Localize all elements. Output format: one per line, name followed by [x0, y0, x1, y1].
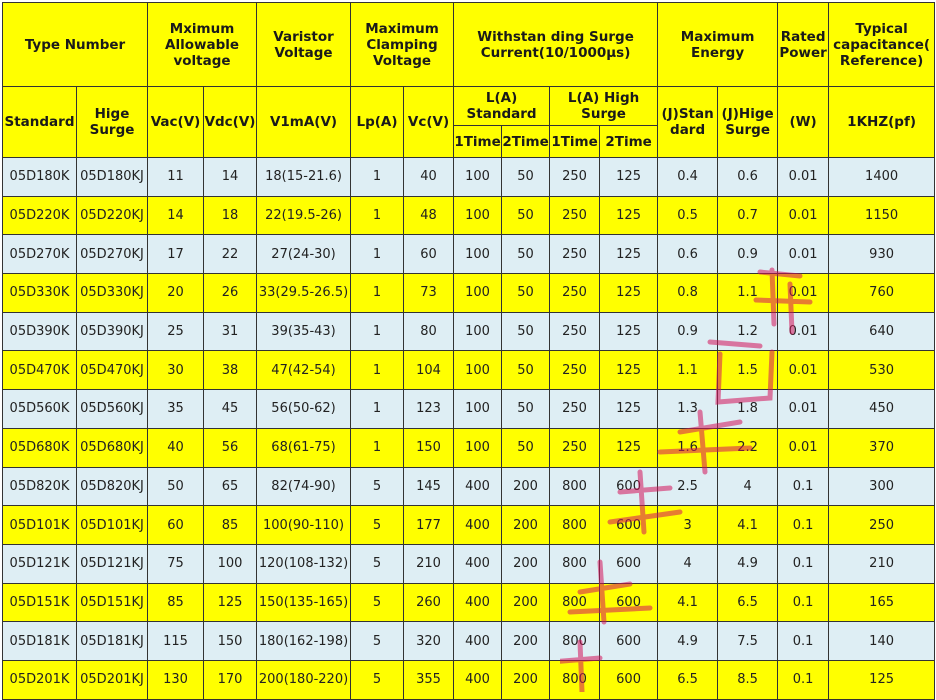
cell-la-std-1time: 100: [454, 351, 502, 390]
header-standard-2time: 2Time: [502, 126, 550, 158]
table-row: [3, 196, 935, 235]
cell-vdc: 45: [204, 390, 257, 429]
cell-lp: 1: [351, 196, 404, 235]
cell-hige-surge: 05D330KJ: [77, 274, 148, 313]
cell-la-std-1time: 100: [454, 312, 502, 351]
cell-j-standard: 0.4: [658, 158, 718, 197]
cell-standard: 05D151K: [3, 583, 77, 622]
cell-v1ma: 56(50-62): [257, 390, 351, 429]
cell-vac: 20: [148, 274, 204, 313]
cell-la-high-2time: 600: [600, 622, 658, 661]
cell-j-standard: 4.9: [658, 622, 718, 661]
cell-rated-power: 0.01: [778, 351, 829, 390]
cell-standard: 05D220K: [3, 196, 77, 235]
cell-rated-power: 0.01: [778, 428, 829, 467]
cell-v1ma: 27(24-30): [257, 235, 351, 274]
header-lp: Lp(A): [351, 87, 404, 158]
cell-j-hige-surge: 0.9: [718, 235, 778, 274]
header-withstanding-surge: Withstan ding Surge Current(10/1000μs): [454, 3, 658, 87]
header-max-clamping-voltage: Maximum Clamping Voltage: [351, 3, 454, 87]
cell-capacitance: 210: [829, 544, 935, 583]
cell-j-standard: 2.5: [658, 467, 718, 506]
cell-vac: 14: [148, 196, 204, 235]
cell-la-std-2time: 200: [502, 506, 550, 545]
cell-la-high-2time: 125: [600, 274, 658, 313]
cell-j-hige-surge: 8.5: [718, 660, 778, 699]
cell-capacitance: 1400: [829, 158, 935, 197]
cell-j-standard: 1.3: [658, 390, 718, 429]
cell-hige-surge: 05D121KJ: [77, 544, 148, 583]
cell-v1ma: 68(61-75): [257, 428, 351, 467]
cell-la-high-2time: 125: [600, 158, 658, 197]
cell-vdc: 100: [204, 544, 257, 583]
cell-vac: 85: [148, 583, 204, 622]
cell-j-hige-surge: 7.5: [718, 622, 778, 661]
cell-la-high-1time: 800: [550, 544, 600, 583]
cell-la-std-1time: 100: [454, 428, 502, 467]
cell-la-high-1time: 250: [550, 196, 600, 235]
cell-vc: 60: [404, 235, 454, 274]
cell-la-std-2time: 200: [502, 660, 550, 699]
table-body: [3, 158, 935, 700]
cell-j-standard: 0.8: [658, 274, 718, 313]
table-row: [3, 622, 935, 661]
cell-capacitance: 640: [829, 312, 935, 351]
cell-lp: 5: [351, 583, 404, 622]
cell-rated-power: 0.01: [778, 274, 829, 313]
header-la-high-surge: L(A) High Surge: [550, 87, 658, 126]
header-vac: Vac(V): [148, 87, 204, 158]
cell-vc: 145: [404, 467, 454, 506]
cell-la-high-2time: 125: [600, 351, 658, 390]
table-row: [3, 583, 935, 622]
cell-vdc: 38: [204, 351, 257, 390]
header-j-hige-surge: (J)Hige Surge: [718, 87, 778, 158]
cell-rated-power: 0.01: [778, 235, 829, 274]
cell-vac: 50: [148, 467, 204, 506]
cell-la-high-1time: 250: [550, 158, 600, 197]
header-v1ma: V1mA(V): [257, 87, 351, 158]
header-standard: Standard: [3, 87, 77, 158]
cell-capacitance: 125: [829, 660, 935, 699]
table-row: [3, 467, 935, 506]
cell-v1ma: 150(135-165): [257, 583, 351, 622]
cell-la-high-1time: 800: [550, 622, 600, 661]
cell-j-standard: 0.5: [658, 196, 718, 235]
cell-rated-power: 0.1: [778, 544, 829, 583]
cell-hige-surge: 05D270KJ: [77, 235, 148, 274]
cell-v1ma: 180(162-198): [257, 622, 351, 661]
cell-standard: 05D560K: [3, 390, 77, 429]
cell-la-std-1time: 400: [454, 467, 502, 506]
cell-standard: 05D121K: [3, 544, 77, 583]
cell-la-std-2time: 50: [502, 274, 550, 313]
cell-lp: 5: [351, 544, 404, 583]
cell-j-hige-surge: 1.2: [718, 312, 778, 351]
cell-v1ma: 100(90-110): [257, 506, 351, 545]
header-varistor-voltage: Varistor Voltage: [257, 3, 351, 87]
cell-la-high-1time: 800: [550, 660, 600, 699]
cell-standard: 05D680K: [3, 428, 77, 467]
cell-vac: 17: [148, 235, 204, 274]
cell-lp: 1: [351, 351, 404, 390]
cell-lp: 5: [351, 506, 404, 545]
header-high-2time: 2Time: [600, 126, 658, 158]
cell-la-high-2time: 600: [600, 583, 658, 622]
cell-standard: 05D390K: [3, 312, 77, 351]
cell-lp: 5: [351, 660, 404, 699]
cell-la-std-2time: 50: [502, 196, 550, 235]
cell-j-standard: 0.9: [658, 312, 718, 351]
cell-hige-surge: 05D390KJ: [77, 312, 148, 351]
cell-j-standard: 6.5: [658, 660, 718, 699]
cell-v1ma: 22(19.5-26): [257, 196, 351, 235]
cell-la-high-2time: 125: [600, 235, 658, 274]
cell-j-standard: 3: [658, 506, 718, 545]
cell-lp: 5: [351, 467, 404, 506]
cell-vc: 80: [404, 312, 454, 351]
cell-j-standard: 1.6: [658, 428, 718, 467]
cell-j-standard: 1.1: [658, 351, 718, 390]
cell-vdc: 56: [204, 428, 257, 467]
cell-vc: 177: [404, 506, 454, 545]
cell-vc: 320: [404, 622, 454, 661]
cell-la-std-1time: 400: [454, 544, 502, 583]
cell-rated-power: 0.1: [778, 583, 829, 622]
cell-j-hige-surge: 6.5: [718, 583, 778, 622]
cell-j-hige-surge: 1.8: [718, 390, 778, 429]
cell-vdc: 170: [204, 660, 257, 699]
cell-la-high-2time: 125: [600, 196, 658, 235]
cell-standard: 05D181K: [3, 622, 77, 661]
cell-capacitance: 300: [829, 467, 935, 506]
cell-rated-power: 0.01: [778, 196, 829, 235]
table-row: [3, 235, 935, 274]
cell-lp: 1: [351, 235, 404, 274]
cell-la-std-2time: 200: [502, 622, 550, 661]
cell-la-high-1time: 250: [550, 312, 600, 351]
cell-la-std-1time: 400: [454, 583, 502, 622]
cell-j-standard: 4.1: [658, 583, 718, 622]
cell-la-high-2time: 600: [600, 660, 658, 699]
cell-vc: 73: [404, 274, 454, 313]
cell-j-hige-surge: 0.7: [718, 196, 778, 235]
cell-la-std-1time: 100: [454, 196, 502, 235]
cell-v1ma: 18(15-21.6): [257, 158, 351, 197]
cell-vdc: 125: [204, 583, 257, 622]
cell-capacitance: 930: [829, 235, 935, 274]
cell-la-std-1time: 400: [454, 506, 502, 545]
cell-j-hige-surge: 1.5: [718, 351, 778, 390]
cell-v1ma: 33(29.5-26.5): [257, 274, 351, 313]
cell-la-std-1time: 100: [454, 274, 502, 313]
cell-vc: 260: [404, 583, 454, 622]
cell-vac: 130: [148, 660, 204, 699]
cell-rated-power: 0.01: [778, 390, 829, 429]
cell-capacitance: 760: [829, 274, 935, 313]
cell-capacitance: 450: [829, 390, 935, 429]
cell-la-high-2time: 125: [600, 390, 658, 429]
cell-la-std-2time: 200: [502, 467, 550, 506]
cell-la-std-1time: 100: [454, 158, 502, 197]
cell-hige-surge: 05D560KJ: [77, 390, 148, 429]
cell-la-high-1time: 250: [550, 390, 600, 429]
cell-vdc: 85: [204, 506, 257, 545]
cell-capacitance: 140: [829, 622, 935, 661]
cell-j-standard: 4: [658, 544, 718, 583]
cell-lp: 1: [351, 312, 404, 351]
header-vc: Vc(V): [404, 87, 454, 158]
cell-rated-power: 0.1: [778, 622, 829, 661]
cell-la-high-1time: 250: [550, 235, 600, 274]
cell-la-std-2time: 50: [502, 351, 550, 390]
cell-hige-surge: 05D181KJ: [77, 622, 148, 661]
cell-la-high-2time: 600: [600, 467, 658, 506]
cell-la-high-2time: 125: [600, 312, 658, 351]
header-la-standard: L(A) Standard: [454, 87, 550, 126]
table-row: [3, 660, 935, 699]
cell-j-standard: 0.6: [658, 235, 718, 274]
cell-la-std-1time: 100: [454, 390, 502, 429]
cell-hige-surge: 05D180KJ: [77, 158, 148, 197]
cell-la-high-2time: 600: [600, 544, 658, 583]
cell-la-high-1time: 250: [550, 351, 600, 390]
cell-capacitance: 370: [829, 428, 935, 467]
cell-lp: 1: [351, 390, 404, 429]
cell-vc: 48: [404, 196, 454, 235]
header-hige-surge: Hige Surge: [77, 87, 148, 158]
cell-rated-power: 0.1: [778, 467, 829, 506]
cell-j-hige-surge: 4.9: [718, 544, 778, 583]
cell-la-std-2time: 50: [502, 235, 550, 274]
cell-standard: 05D201K: [3, 660, 77, 699]
cell-la-std-1time: 100: [454, 235, 502, 274]
cell-j-hige-surge: 1.1: [718, 274, 778, 313]
cell-vac: 115: [148, 622, 204, 661]
table-row: [3, 544, 935, 583]
cell-vac: 11: [148, 158, 204, 197]
header-khz: 1KHZ(pf): [829, 87, 935, 158]
cell-v1ma: 47(42-54): [257, 351, 351, 390]
cell-hige-surge: 05D220KJ: [77, 196, 148, 235]
cell-la-std-2time: 50: [502, 312, 550, 351]
cell-hige-surge: 05D820KJ: [77, 467, 148, 506]
header-standard-1time: 1Time: [454, 126, 502, 158]
cell-la-std-2time: 200: [502, 544, 550, 583]
cell-vc: 40: [404, 158, 454, 197]
cell-lp: 1: [351, 428, 404, 467]
cell-rated-power: 0.01: [778, 158, 829, 197]
table-row: [3, 390, 935, 429]
cell-vdc: 14: [204, 158, 257, 197]
header-max-energy: Maximum Energy: [658, 3, 778, 87]
cell-capacitance: 1150: [829, 196, 935, 235]
cell-standard: 05D180K: [3, 158, 77, 197]
cell-vdc: 18: [204, 196, 257, 235]
table-row: [3, 506, 935, 545]
cell-capacitance: 530: [829, 351, 935, 390]
cell-la-high-1time: 250: [550, 428, 600, 467]
header-j-standard: (J)Stan dard: [658, 87, 718, 158]
table-row: [3, 158, 935, 197]
cell-vac: 30: [148, 351, 204, 390]
cell-j-hige-surge: 4.1: [718, 506, 778, 545]
cell-standard: 05D270K: [3, 235, 77, 274]
cell-capacitance: 250: [829, 506, 935, 545]
cell-la-high-1time: 250: [550, 274, 600, 313]
cell-vdc: 65: [204, 467, 257, 506]
cell-vdc: 150: [204, 622, 257, 661]
cell-j-hige-surge: 2.2: [718, 428, 778, 467]
cell-la-std-2time: 50: [502, 158, 550, 197]
cell-vac: 25: [148, 312, 204, 351]
header-rated-power: Rated Power: [778, 3, 829, 87]
cell-la-std-2time: 50: [502, 428, 550, 467]
table-row: [3, 274, 935, 313]
header-high-1time: 1Time: [550, 126, 600, 158]
cell-j-hige-surge: 4: [718, 467, 778, 506]
cell-vc: 104: [404, 351, 454, 390]
header-typical-capacitance: Typical capacitance( Reference): [829, 3, 935, 87]
header-max-allowable-voltage: Mximum Allowable voltage: [148, 3, 257, 87]
header-type-number: Type Number: [3, 3, 148, 87]
cell-v1ma: 82(74-90): [257, 467, 351, 506]
cell-la-std-2time: 200: [502, 583, 550, 622]
table-row: [3, 428, 935, 467]
varistor-spec-table: [2, 2, 935, 700]
cell-standard: 05D470K: [3, 351, 77, 390]
cell-la-high-2time: 600: [600, 506, 658, 545]
cell-la-std-2time: 50: [502, 390, 550, 429]
cell-lp: 5: [351, 622, 404, 661]
cell-vc: 123: [404, 390, 454, 429]
cell-vc: 150: [404, 428, 454, 467]
table-row: [3, 351, 935, 390]
cell-rated-power: 0.1: [778, 506, 829, 545]
cell-vc: 355: [404, 660, 454, 699]
table-row: [3, 312, 935, 351]
cell-vac: 35: [148, 390, 204, 429]
cell-la-high-1time: 800: [550, 467, 600, 506]
cell-la-high-2time: 125: [600, 428, 658, 467]
cell-hige-surge: 05D151KJ: [77, 583, 148, 622]
cell-vc: 210: [404, 544, 454, 583]
cell-v1ma: 120(108-132): [257, 544, 351, 583]
cell-vac: 75: [148, 544, 204, 583]
cell-la-high-1time: 800: [550, 583, 600, 622]
cell-vdc: 22: [204, 235, 257, 274]
cell-v1ma: 39(35-43): [257, 312, 351, 351]
cell-standard: 05D101K: [3, 506, 77, 545]
cell-v1ma: 200(180-220): [257, 660, 351, 699]
cell-rated-power: 0.1: [778, 660, 829, 699]
cell-hige-surge: 05D680KJ: [77, 428, 148, 467]
cell-la-std-1time: 400: [454, 660, 502, 699]
cell-standard: 05D820K: [3, 467, 77, 506]
cell-vac: 60: [148, 506, 204, 545]
header-w: (W): [778, 87, 829, 158]
cell-vdc: 31: [204, 312, 257, 351]
cell-lp: 1: [351, 158, 404, 197]
cell-hige-surge: 05D470KJ: [77, 351, 148, 390]
cell-hige-surge: 05D201KJ: [77, 660, 148, 699]
cell-vac: 40: [148, 428, 204, 467]
cell-vdc: 26: [204, 274, 257, 313]
cell-hige-surge: 05D101KJ: [77, 506, 148, 545]
header-vdc: Vdc(V): [204, 87, 257, 158]
cell-standard: 05D330K: [3, 274, 77, 313]
cell-capacitance: 165: [829, 583, 935, 622]
cell-j-hige-surge: 0.6: [718, 158, 778, 197]
cell-la-std-1time: 400: [454, 622, 502, 661]
cell-rated-power: 0.01: [778, 312, 829, 351]
cell-lp: 1: [351, 274, 404, 313]
cell-la-high-1time: 800: [550, 506, 600, 545]
